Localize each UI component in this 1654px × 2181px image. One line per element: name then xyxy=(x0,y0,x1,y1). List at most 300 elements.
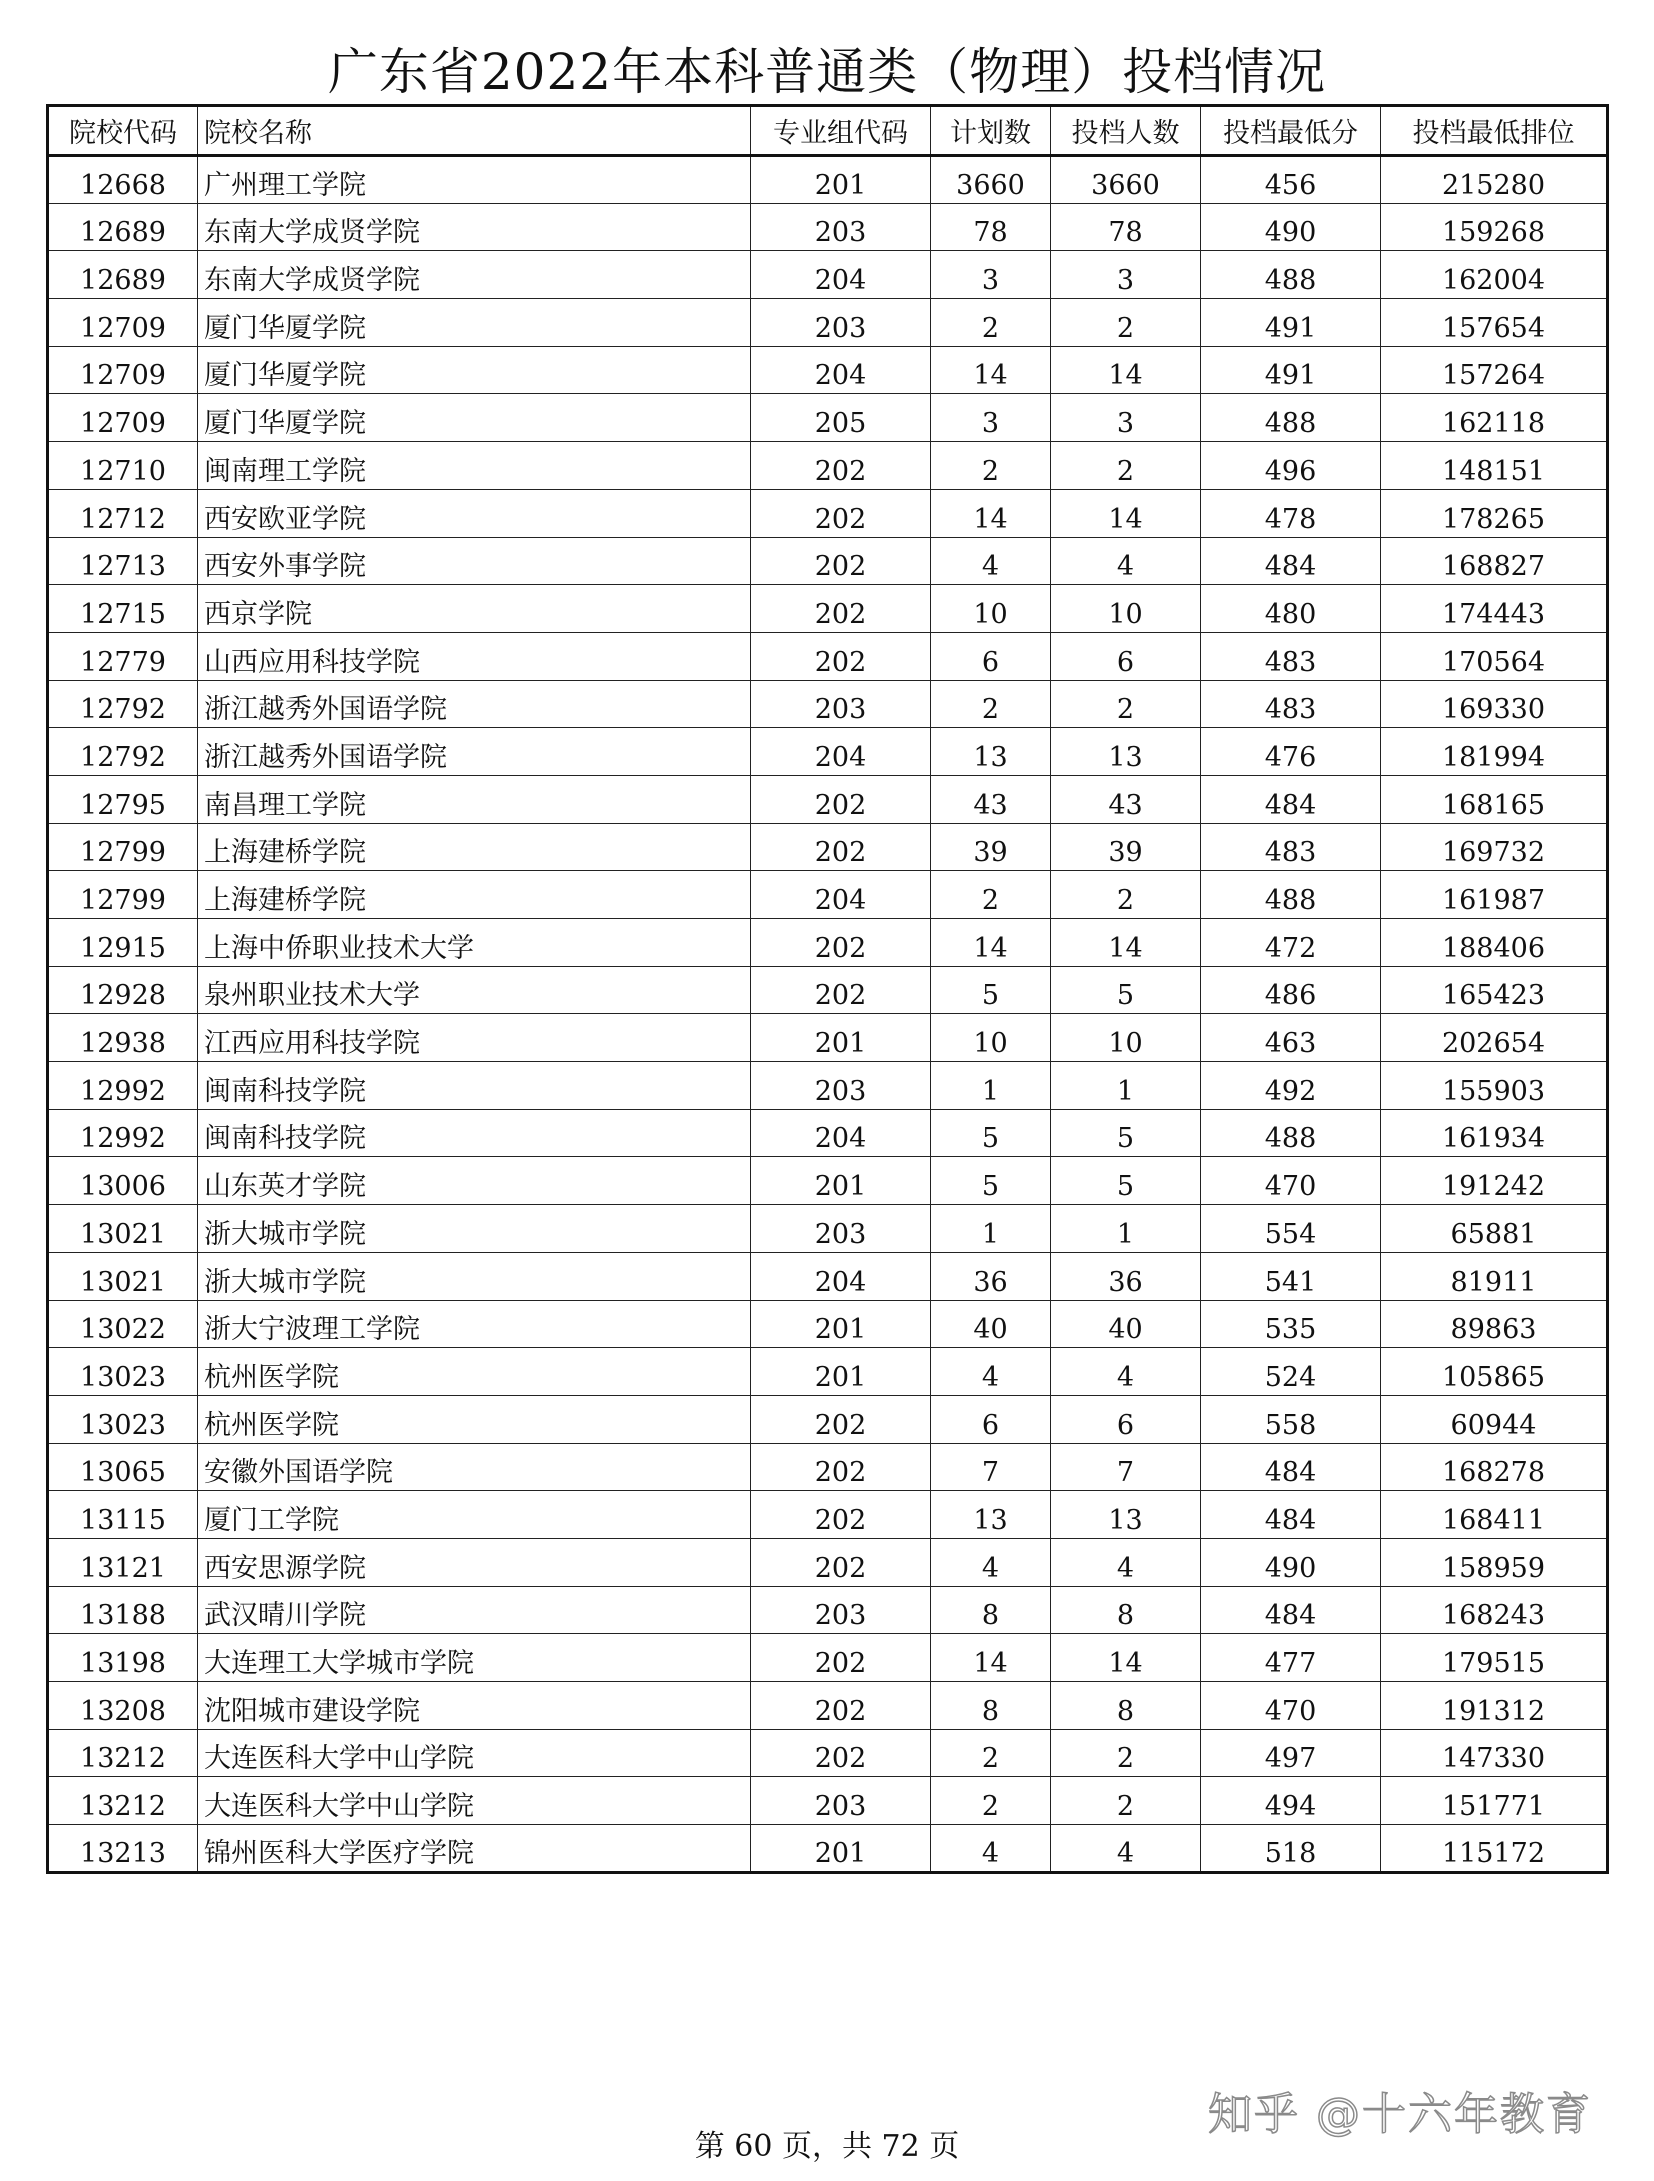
cell-group-code: 204 xyxy=(751,346,931,394)
cell-min-rank: 215280 xyxy=(1381,156,1608,204)
cell-min-rank: 147330 xyxy=(1381,1729,1608,1777)
cell-plan-count: 2 xyxy=(931,442,1051,490)
cell-school-code: 12668 xyxy=(48,156,198,204)
cell-group-code: 202 xyxy=(751,1395,931,1443)
cell-school-name: 闽南科技学院 xyxy=(198,1109,751,1157)
table-row xyxy=(48,1300,1608,1348)
cell-min-score: 488 xyxy=(1201,871,1381,919)
cell-plan-count: 4 xyxy=(931,1825,1051,1873)
cell-plan-count: 2 xyxy=(931,1729,1051,1777)
cell-school-code: 12992 xyxy=(48,1109,198,1157)
cell-min-score: 486 xyxy=(1201,966,1381,1014)
table-row xyxy=(48,394,1608,442)
table-row xyxy=(48,919,1608,967)
cell-school-name: 西安外事学院 xyxy=(198,537,751,585)
cell-min-score: 488 xyxy=(1201,394,1381,442)
cell-group-code: 202 xyxy=(751,1491,931,1539)
cell-min-score: 484 xyxy=(1201,1491,1381,1539)
cell-school-code: 12689 xyxy=(48,203,198,251)
cell-school-code: 13188 xyxy=(48,1586,198,1634)
cell-school-code: 12712 xyxy=(48,489,198,537)
cell-school-name: 西安欧亚学院 xyxy=(198,489,751,537)
cell-min-score: 554 xyxy=(1201,1205,1381,1253)
cell-plan-count: 3660 xyxy=(931,156,1051,204)
cell-group-code: 202 xyxy=(751,823,931,871)
table-row xyxy=(48,1586,1608,1634)
table-row xyxy=(48,203,1608,251)
cell-plan-count: 6 xyxy=(931,632,1051,680)
cell-min-rank: 148151 xyxy=(1381,442,1608,490)
table-row xyxy=(48,1538,1608,1586)
cell-plan-count: 5 xyxy=(931,1157,1051,1205)
cell-group-code: 201 xyxy=(751,1014,931,1062)
header-admitted-count: 投档人数 xyxy=(1051,106,1201,156)
cell-school-name: 广州理工学院 xyxy=(198,156,751,204)
cell-min-rank: 161934 xyxy=(1381,1109,1608,1157)
cell-group-code: 202 xyxy=(751,1538,931,1586)
cell-min-score: 480 xyxy=(1201,585,1381,633)
cell-min-score: 472 xyxy=(1201,919,1381,967)
cell-school-code: 12709 xyxy=(48,299,198,347)
table-row xyxy=(48,1491,1608,1539)
cell-group-code: 202 xyxy=(751,1682,931,1730)
cell-min-rank: 168243 xyxy=(1381,1586,1608,1634)
cell-school-name: 上海建桥学院 xyxy=(198,871,751,919)
cell-school-code: 12689 xyxy=(48,251,198,299)
cell-school-code: 12713 xyxy=(48,537,198,585)
cell-min-score: 484 xyxy=(1201,1443,1381,1491)
cell-school-name: 闽南理工学院 xyxy=(198,442,751,490)
cell-admitted-count: 2 xyxy=(1051,680,1201,728)
cell-group-code: 204 xyxy=(751,1109,931,1157)
cell-min-score: 496 xyxy=(1201,442,1381,490)
cell-min-rank: 151771 xyxy=(1381,1777,1608,1825)
cell-min-rank: 161987 xyxy=(1381,871,1608,919)
cell-plan-count: 10 xyxy=(931,585,1051,633)
table-row xyxy=(48,1348,1608,1396)
cell-school-name: 厦门华厦学院 xyxy=(198,346,751,394)
cell-plan-count: 36 xyxy=(931,1252,1051,1300)
cell-plan-count: 1 xyxy=(931,1062,1051,1110)
cell-school-code: 13121 xyxy=(48,1538,198,1586)
cell-admitted-count: 2 xyxy=(1051,1729,1201,1777)
cell-school-code: 12792 xyxy=(48,680,198,728)
cell-min-rank: 81911 xyxy=(1381,1252,1608,1300)
cell-group-code: 202 xyxy=(751,489,931,537)
table-row xyxy=(48,680,1608,728)
cell-school-name: 浙大城市学院 xyxy=(198,1252,751,1300)
cell-min-rank: 105865 xyxy=(1381,1348,1608,1396)
cell-admitted-count: 5 xyxy=(1051,1109,1201,1157)
cell-min-score: 490 xyxy=(1201,203,1381,251)
cell-min-rank: 170564 xyxy=(1381,632,1608,680)
cell-school-code: 12799 xyxy=(48,871,198,919)
cell-school-name: 东南大学成贤学院 xyxy=(198,203,751,251)
cell-admitted-count: 36 xyxy=(1051,1252,1201,1300)
cell-min-rank: 157264 xyxy=(1381,346,1608,394)
cell-group-code: 201 xyxy=(751,1157,931,1205)
cell-admitted-count: 6 xyxy=(1051,1395,1201,1443)
table-header-row xyxy=(48,106,1608,156)
cell-admitted-count: 8 xyxy=(1051,1682,1201,1730)
cell-school-code: 12709 xyxy=(48,394,198,442)
cell-school-name: 厦门华厦学院 xyxy=(198,394,751,442)
header-school-code: 院校代码 xyxy=(48,106,198,156)
cell-admitted-count: 1 xyxy=(1051,1062,1201,1110)
cell-school-code: 13065 xyxy=(48,1443,198,1491)
cell-min-score: 483 xyxy=(1201,632,1381,680)
cell-plan-count: 13 xyxy=(931,1491,1051,1539)
table-row xyxy=(48,823,1608,871)
cell-admitted-count: 39 xyxy=(1051,823,1201,871)
header-plan-count: 计划数 xyxy=(931,106,1051,156)
cell-school-name: 杭州医学院 xyxy=(198,1348,751,1396)
cell-plan-count: 3 xyxy=(931,394,1051,442)
cell-school-name: 沈阳城市建设学院 xyxy=(198,1682,751,1730)
table-row xyxy=(48,156,1608,204)
cell-min-score: 497 xyxy=(1201,1729,1381,1777)
cell-group-code: 201 xyxy=(751,1300,931,1348)
cell-min-rank: 178265 xyxy=(1381,489,1608,537)
cell-group-code: 202 xyxy=(751,632,931,680)
cell-admitted-count: 43 xyxy=(1051,775,1201,823)
cell-group-code: 201 xyxy=(751,156,931,204)
cell-school-name: 大连医科大学中山学院 xyxy=(198,1729,751,1777)
table-row xyxy=(48,1062,1608,1110)
cell-plan-count: 14 xyxy=(931,489,1051,537)
table-row xyxy=(48,1729,1608,1777)
cell-plan-count: 10 xyxy=(931,1014,1051,1062)
cell-admitted-count: 4 xyxy=(1051,1348,1201,1396)
cell-school-code: 12992 xyxy=(48,1062,198,1110)
cell-group-code: 203 xyxy=(751,1205,931,1253)
cell-school-name: 上海建桥学院 xyxy=(198,823,751,871)
table-row xyxy=(48,585,1608,633)
cell-min-rank: 60944 xyxy=(1381,1395,1608,1443)
cell-min-score: 456 xyxy=(1201,156,1381,204)
cell-plan-count: 4 xyxy=(931,537,1051,585)
table-body xyxy=(48,156,1608,1873)
cell-min-rank: 162004 xyxy=(1381,251,1608,299)
cell-min-rank: 157654 xyxy=(1381,299,1608,347)
cell-admitted-count: 5 xyxy=(1051,966,1201,1014)
cell-plan-count: 43 xyxy=(931,775,1051,823)
cell-group-code: 204 xyxy=(751,1252,931,1300)
cell-min-rank: 191242 xyxy=(1381,1157,1608,1205)
cell-school-code: 13023 xyxy=(48,1348,198,1396)
cell-group-code: 203 xyxy=(751,1586,931,1634)
cell-min-rank: 65881 xyxy=(1381,1205,1608,1253)
cell-admitted-count: 4 xyxy=(1051,1538,1201,1586)
cell-admitted-count: 3 xyxy=(1051,251,1201,299)
cell-min-rank: 165423 xyxy=(1381,966,1608,1014)
cell-min-score: 488 xyxy=(1201,251,1381,299)
cell-school-name: 西京学院 xyxy=(198,585,751,633)
cell-admitted-count: 2 xyxy=(1051,871,1201,919)
cell-plan-count: 14 xyxy=(931,1634,1051,1682)
cell-min-rank: 169330 xyxy=(1381,680,1608,728)
cell-school-code: 12938 xyxy=(48,1014,198,1062)
cell-school-name: 大连医科大学中山学院 xyxy=(198,1777,751,1825)
cell-min-rank: 188406 xyxy=(1381,919,1608,967)
cell-min-score: 484 xyxy=(1201,775,1381,823)
cell-min-score: 491 xyxy=(1201,299,1381,347)
cell-min-score: 483 xyxy=(1201,680,1381,728)
cell-min-score: 470 xyxy=(1201,1682,1381,1730)
cell-min-rank: 179515 xyxy=(1381,1634,1608,1682)
cell-plan-count: 78 xyxy=(931,203,1051,251)
cell-school-name: 厦门工学院 xyxy=(198,1491,751,1539)
cell-plan-count: 39 xyxy=(931,823,1051,871)
cell-min-score: 488 xyxy=(1201,1109,1381,1157)
cell-plan-count: 14 xyxy=(931,919,1051,967)
cell-plan-count: 2 xyxy=(931,1777,1051,1825)
cell-school-code: 12709 xyxy=(48,346,198,394)
cell-min-score: 558 xyxy=(1201,1395,1381,1443)
cell-school-name: 上海中侨职业技术大学 xyxy=(198,919,751,967)
header-min-rank: 投档最低排位 xyxy=(1381,106,1608,156)
cell-school-code: 12795 xyxy=(48,775,198,823)
cell-group-code: 204 xyxy=(751,871,931,919)
cell-admitted-count: 2 xyxy=(1051,1777,1201,1825)
table-row xyxy=(48,1682,1608,1730)
cell-group-code: 203 xyxy=(751,1062,931,1110)
cell-group-code: 202 xyxy=(751,585,931,633)
cell-school-code: 12779 xyxy=(48,632,198,680)
table-row xyxy=(48,1825,1608,1873)
cell-group-code: 203 xyxy=(751,203,931,251)
cell-school-code: 13022 xyxy=(48,1300,198,1348)
cell-admitted-count: 14 xyxy=(1051,1634,1201,1682)
header-group-code: 专业组代码 xyxy=(751,106,931,156)
cell-group-code: 203 xyxy=(751,680,931,728)
cell-admitted-count: 14 xyxy=(1051,919,1201,967)
cell-plan-count: 4 xyxy=(931,1348,1051,1396)
cell-min-score: 463 xyxy=(1201,1014,1381,1062)
cell-plan-count: 2 xyxy=(931,299,1051,347)
cell-admitted-count: 40 xyxy=(1051,1300,1201,1348)
table-row xyxy=(48,1205,1608,1253)
cell-admitted-count: 14 xyxy=(1051,346,1201,394)
cell-plan-count: 14 xyxy=(931,346,1051,394)
table-row xyxy=(48,1014,1608,1062)
cell-school-name: 南昌理工学院 xyxy=(198,775,751,823)
cell-min-rank: 168278 xyxy=(1381,1443,1608,1491)
cell-min-score: 484 xyxy=(1201,1586,1381,1634)
cell-admitted-count: 2 xyxy=(1051,442,1201,490)
table-row xyxy=(48,1777,1608,1825)
cell-admitted-count: 4 xyxy=(1051,1825,1201,1873)
cell-admitted-count: 1 xyxy=(1051,1205,1201,1253)
cell-min-score: 490 xyxy=(1201,1538,1381,1586)
cell-plan-count: 1 xyxy=(931,1205,1051,1253)
cell-group-code: 202 xyxy=(751,775,931,823)
cell-admitted-count: 13 xyxy=(1051,728,1201,776)
cell-min-score: 483 xyxy=(1201,823,1381,871)
table-row xyxy=(48,728,1608,776)
cell-plan-count: 8 xyxy=(931,1682,1051,1730)
cell-school-code: 12799 xyxy=(48,823,198,871)
page-title: 广东省2022年本科普通类（物理）投档情况 xyxy=(327,43,1327,101)
cell-plan-count: 8 xyxy=(931,1586,1051,1634)
cell-group-code: 205 xyxy=(751,394,931,442)
table-row xyxy=(48,346,1608,394)
cell-min-rank: 202654 xyxy=(1381,1014,1608,1062)
table-row xyxy=(48,966,1608,1014)
cell-min-score: 518 xyxy=(1201,1825,1381,1873)
cell-admitted-count: 10 xyxy=(1051,1014,1201,1062)
table-row xyxy=(48,251,1608,299)
cell-min-rank: 168827 xyxy=(1381,537,1608,585)
cell-plan-count: 40 xyxy=(931,1300,1051,1348)
cell-plan-count: 13 xyxy=(931,728,1051,776)
cell-school-name: 武汉晴川学院 xyxy=(198,1586,751,1634)
table-row xyxy=(48,489,1608,537)
cell-admitted-count: 4 xyxy=(1051,537,1201,585)
cell-admitted-count: 13 xyxy=(1051,1491,1201,1539)
cell-admitted-count: 7 xyxy=(1051,1443,1201,1491)
table-row xyxy=(48,1252,1608,1300)
cell-school-name: 山西应用科技学院 xyxy=(198,632,751,680)
cell-group-code: 203 xyxy=(751,1777,931,1825)
cell-school-code: 13115 xyxy=(48,1491,198,1539)
cell-plan-count: 3 xyxy=(931,251,1051,299)
cell-school-name: 江西应用科技学院 xyxy=(198,1014,751,1062)
cell-min-rank: 191312 xyxy=(1381,1682,1608,1730)
cell-group-code: 204 xyxy=(751,251,931,299)
cell-min-score: 494 xyxy=(1201,1777,1381,1825)
cell-min-rank: 169732 xyxy=(1381,823,1608,871)
cell-admitted-count: 6 xyxy=(1051,632,1201,680)
cell-plan-count: 5 xyxy=(931,966,1051,1014)
cell-plan-count: 7 xyxy=(931,1443,1051,1491)
cell-min-score: 524 xyxy=(1201,1348,1381,1396)
cell-school-name: 锦州医科大学医疗学院 xyxy=(198,1825,751,1873)
cell-school-code: 13198 xyxy=(48,1634,198,1682)
cell-school-code: 13212 xyxy=(48,1777,198,1825)
table-row xyxy=(48,632,1608,680)
cell-admitted-count: 78 xyxy=(1051,203,1201,251)
table-row xyxy=(48,775,1608,823)
cell-group-code: 204 xyxy=(751,728,931,776)
cell-plan-count: 4 xyxy=(931,1538,1051,1586)
header-school-name: 院校名称 xyxy=(198,106,751,156)
cell-min-score: 492 xyxy=(1201,1062,1381,1110)
cell-min-score: 535 xyxy=(1201,1300,1381,1348)
cell-school-code: 13212 xyxy=(48,1729,198,1777)
table-row xyxy=(48,1634,1608,1682)
cell-school-name: 浙大宁波理工学院 xyxy=(198,1300,751,1348)
cell-admitted-count: 10 xyxy=(1051,585,1201,633)
cell-admitted-count: 8 xyxy=(1051,1586,1201,1634)
cell-min-rank: 174443 xyxy=(1381,585,1608,633)
cell-school-code: 13006 xyxy=(48,1157,198,1205)
cell-min-score: 484 xyxy=(1201,537,1381,585)
cell-group-code: 203 xyxy=(751,299,931,347)
cell-plan-count: 2 xyxy=(931,871,1051,919)
cell-min-rank: 115172 xyxy=(1381,1825,1608,1873)
cell-min-rank: 89863 xyxy=(1381,1300,1608,1348)
cell-group-code: 202 xyxy=(751,442,931,490)
cell-school-name: 浙江越秀外国语学院 xyxy=(198,728,751,776)
table-row xyxy=(48,1157,1608,1205)
cell-min-score: 491 xyxy=(1201,346,1381,394)
cell-min-score: 477 xyxy=(1201,1634,1381,1682)
cell-group-code: 202 xyxy=(751,1634,931,1682)
cell-school-name: 浙江越秀外国语学院 xyxy=(198,680,751,728)
cell-school-code: 13021 xyxy=(48,1205,198,1253)
cell-admitted-count: 3 xyxy=(1051,394,1201,442)
cell-school-name: 大连理工大学城市学院 xyxy=(198,1634,751,1682)
page-number-footer: 第 60 页，共 72 页 xyxy=(694,2129,960,2164)
cell-school-name: 安徽外国语学院 xyxy=(198,1443,751,1491)
table-row xyxy=(48,871,1608,919)
cell-school-code: 12715 xyxy=(48,585,198,633)
cell-school-code: 13023 xyxy=(48,1395,198,1443)
cell-min-rank: 158959 xyxy=(1381,1538,1608,1586)
cell-admitted-count: 14 xyxy=(1051,489,1201,537)
cell-min-rank: 155903 xyxy=(1381,1062,1608,1110)
cell-min-rank: 181994 xyxy=(1381,728,1608,776)
cell-group-code: 201 xyxy=(751,1348,931,1396)
watermark: 知乎 @十六年教育 xyxy=(1208,2089,1592,2140)
cell-group-code: 202 xyxy=(751,919,931,967)
cell-school-code: 12792 xyxy=(48,728,198,776)
cell-group-code: 202 xyxy=(751,1443,931,1491)
table-row xyxy=(48,442,1608,490)
cell-admitted-count: 5 xyxy=(1051,1157,1201,1205)
cell-school-name: 闽南科技学院 xyxy=(198,1062,751,1110)
table-row xyxy=(48,1109,1608,1157)
cell-school-name: 厦门华厦学院 xyxy=(198,299,751,347)
cell-min-score: 541 xyxy=(1201,1252,1381,1300)
cell-min-score: 470 xyxy=(1201,1157,1381,1205)
cell-admitted-count: 2 xyxy=(1051,299,1201,347)
cell-school-code: 12928 xyxy=(48,966,198,1014)
admission-table xyxy=(46,104,1609,1874)
table-row xyxy=(48,1395,1608,1443)
cell-admitted-count: 3660 xyxy=(1051,156,1201,204)
cell-group-code: 202 xyxy=(751,537,931,585)
cell-school-name: 西安思源学院 xyxy=(198,1538,751,1586)
cell-school-code: 13213 xyxy=(48,1825,198,1873)
cell-school-code: 12915 xyxy=(48,919,198,967)
table-row xyxy=(48,1443,1608,1491)
cell-plan-count: 2 xyxy=(931,680,1051,728)
cell-min-score: 476 xyxy=(1201,728,1381,776)
cell-min-rank: 168165 xyxy=(1381,775,1608,823)
cell-min-rank: 159268 xyxy=(1381,203,1608,251)
cell-min-rank: 168411 xyxy=(1381,1491,1608,1539)
cell-school-code: 13208 xyxy=(48,1682,198,1730)
cell-min-score: 478 xyxy=(1201,489,1381,537)
cell-min-rank: 162118 xyxy=(1381,394,1608,442)
cell-school-name: 山东英才学院 xyxy=(198,1157,751,1205)
cell-plan-count: 6 xyxy=(931,1395,1051,1443)
cell-school-name: 东南大学成贤学院 xyxy=(198,251,751,299)
cell-group-code: 201 xyxy=(751,1825,931,1873)
cell-school-name: 泉州职业技术大学 xyxy=(198,966,751,1014)
cell-school-code: 13021 xyxy=(48,1252,198,1300)
cell-school-code: 12710 xyxy=(48,442,198,490)
header-min-score: 投档最低分 xyxy=(1201,106,1381,156)
cell-group-code: 202 xyxy=(751,966,931,1014)
cell-school-name: 杭州医学院 xyxy=(198,1395,751,1443)
table-row xyxy=(48,537,1608,585)
cell-plan-count: 5 xyxy=(931,1109,1051,1157)
cell-school-name: 浙大城市学院 xyxy=(198,1205,751,1253)
cell-group-code: 202 xyxy=(751,1729,931,1777)
